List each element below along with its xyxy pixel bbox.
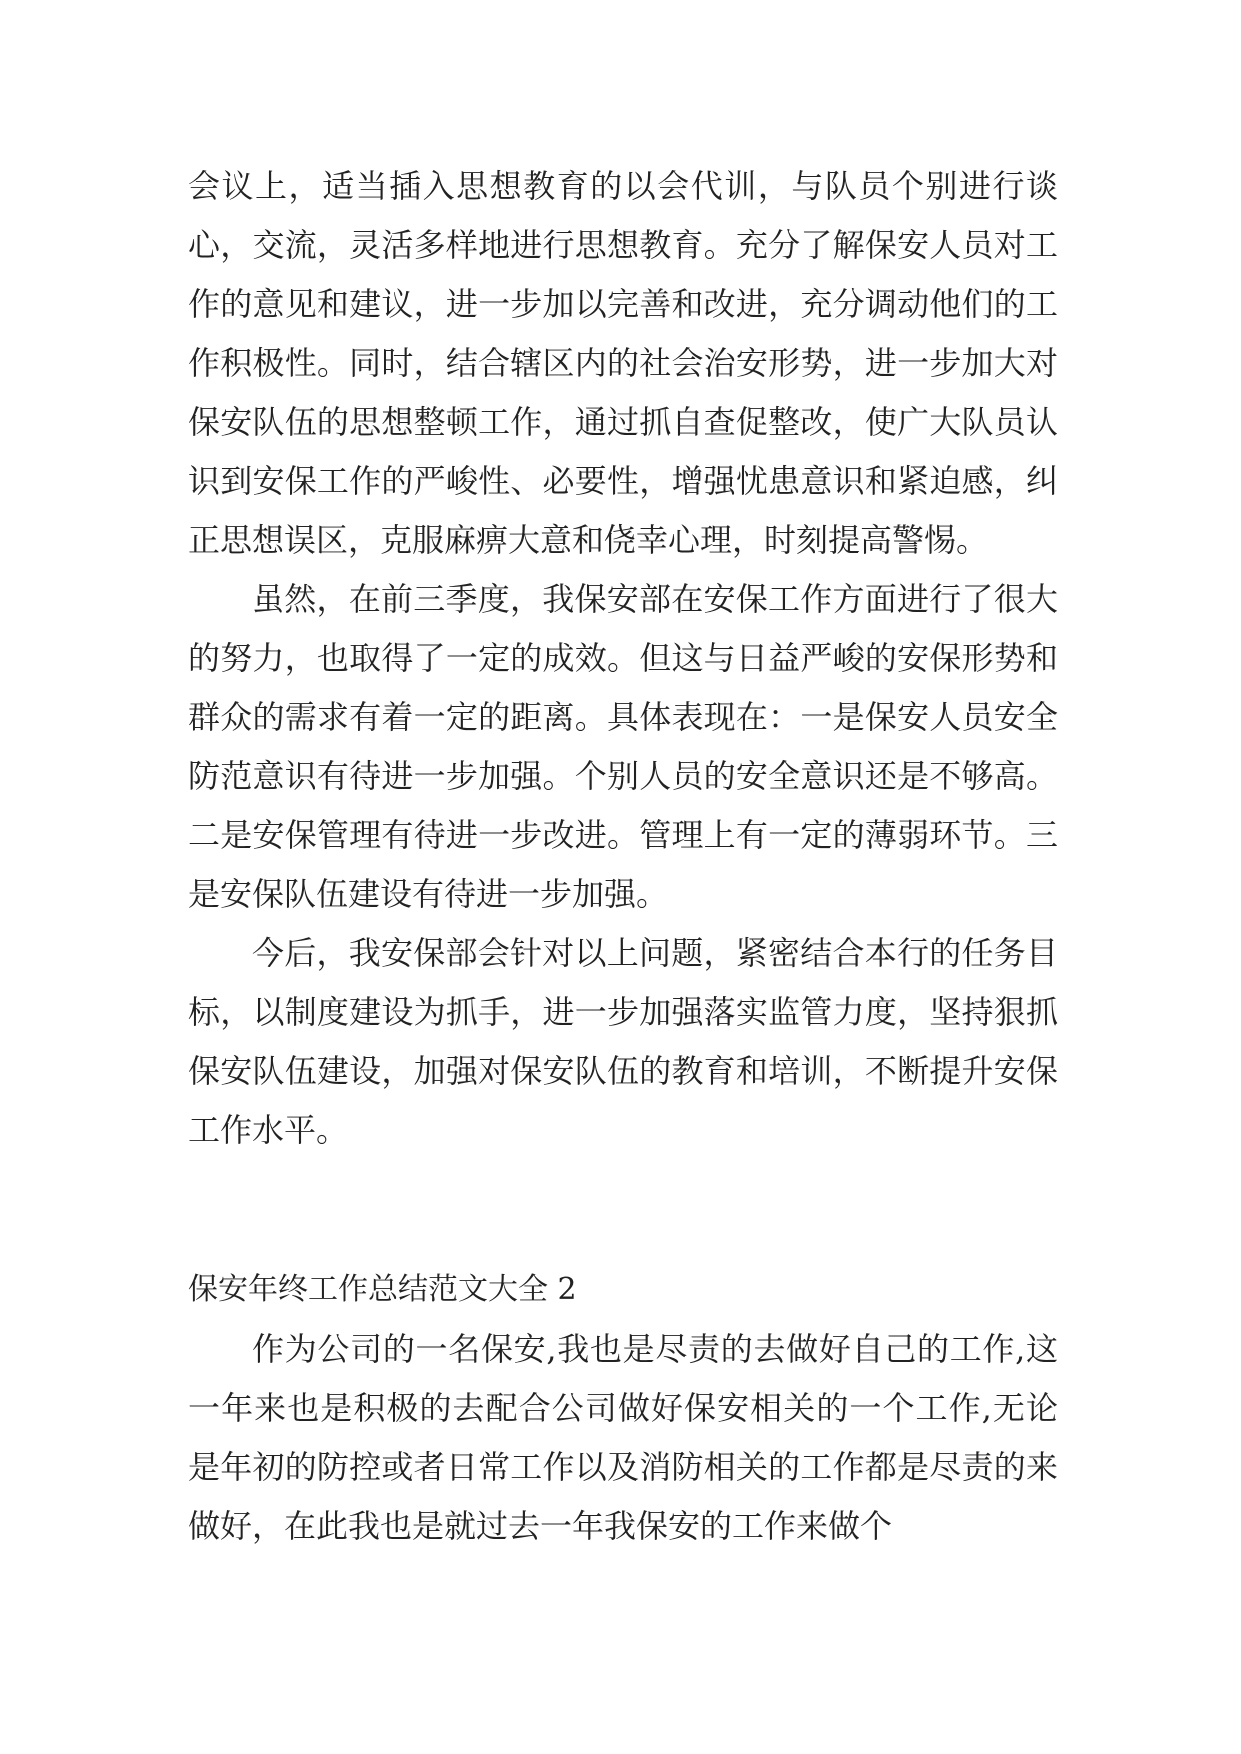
paragraph-thought-education: 会议上，适当插入思想教育的以会代训，与队员个别进行谈心，交流，灵活多样地进行思想教育。充分了解保安人员对工作的意见和建议，进一步加以完善和改进，充分调动他们的工作积极性。同时，结合辖区内的社会治安形势，进一步加大对保安队伍的思想整顿工作，通过抓自查促整改，使广大队员认识到安保工作的严峻性、必要性，增强忧患意识和紧迫感，纠正思想误区，克服麻痹大意和侥幸心理，时刻提高警惕。 xyxy=(188,167,1058,559)
section-body xyxy=(188,1320,1058,1556)
paragraph-future-plans: 今后，我安保部会针对以上问题，紧密结合本行的任务目标，以制度建设为抓手，进一步加强落实监管力度，坚持狠抓保安队伍建设，加强对保安队伍的教育和培训，不断提升安保工作水平。 xyxy=(188,934,1058,1149)
paragraph-section-intro: 作为公司的一名保安,我也是尽责的去做好自己的工作,这一年来也是积极的去配合公司做好保安相关的一个工作,无论是年初的防控或者日常工作以及消防相关的工作都是尽责的来做好，在此我也是就过去一年我保安的工作来做个 xyxy=(188,1330,1058,1545)
paragraph-shortcomings: 虽然，在前三季度，我保安部在安保工作方面进行了很大的努力，也取得了一定的成效。但这与日益严峻的安保形势和群众的需求有着一定的距离。具体表现在：一是保安人员安全防范意识有待进一步加强。个别人员的安全意识还是不够高。二是安保管理有待进一步改进。管理上有一定的薄弱环节。三是安保队伍建设有待进一步加强。 xyxy=(188,580,1058,913)
body-text xyxy=(188,157,1058,1160)
section-title: 保安年终工作总结范文大全 2 xyxy=(188,1272,577,1307)
